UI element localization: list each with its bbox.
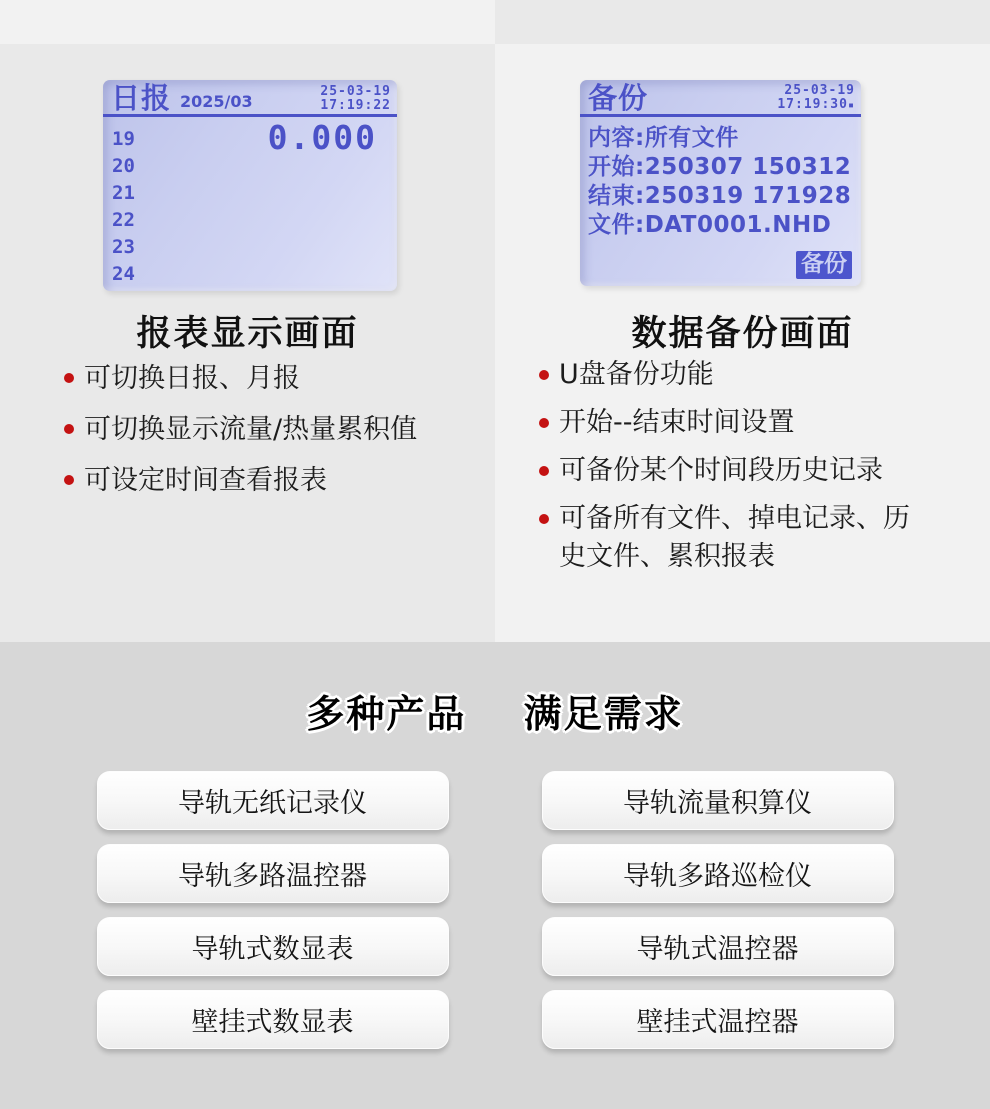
lcd-status-icon: ▪ [847,100,855,111]
product-button-grid [0,771,990,1049]
product-button-rail-digital-display-meter[interactable]: 导轨式数显表 [97,917,449,976]
lcd-backup-line: 文件:DAT0001.NHD [588,212,832,238]
feature-item [539,404,931,442]
products-title-part2: 满足需求 [523,692,684,736]
feature-text: 可切换日报、月报 [84,363,300,394]
backup-feature-list [539,356,931,586]
products-section [0,642,990,1109]
product-button-rail-temp-controller[interactable]: 导轨式温控器 [542,917,894,976]
lcd-report-row: 23 [112,236,135,258]
product-button-rail-paperless-recorder[interactable]: 导轨无纸记录仪 [97,771,449,830]
bullet-dot-icon [64,424,74,434]
lcd-report-row: 21 [112,182,135,204]
lcd-backup-time: 17:19:30▪ [777,97,855,112]
backup-panel [495,44,990,642]
lcd-screen-backup [580,80,861,286]
lcd-backup-title: 备份 [588,81,649,115]
product-button-wallmount-digital-display-meter[interactable]: 壁挂式数显表 [97,990,449,1049]
feature-text: 可切换显示流量/热量累积值 [84,414,418,445]
products-title [0,689,990,739]
lcd-backup-header [580,80,861,117]
lcd-report-clock [320,85,391,113]
lcd-report-row: 19 [112,128,135,150]
feature-text: 可设定时间查看报表 [84,465,327,496]
features-section [0,44,990,642]
feature-item [539,452,931,490]
lcd-report-header [103,80,397,117]
feature-item [64,409,417,450]
bullet-dot-icon [539,514,549,524]
bullet-dot-icon [64,475,74,485]
top-strip-right [495,0,990,44]
feature-item [64,358,417,399]
lcd-backup-date: 25-03-19 [784,83,855,98]
product-button-rail-flow-totalizer[interactable]: 导轨流量积算仪 [542,771,894,830]
lcd-backup-line: 内容:所有文件 [588,125,739,151]
lcd-backup-body [580,117,861,240]
bullet-dot-icon [64,373,74,383]
top-strip-left [0,0,495,44]
feature-text: U盘备份功能 [559,359,714,390]
lcd-report-date: 25-03-19 [320,84,391,99]
lcd-report-body [103,117,397,288]
lcd-report-period: 2025/03 [180,92,253,111]
product-button-rail-multichannel-inspection-meter[interactable]: 导轨多路巡检仪 [542,844,894,903]
lcd-report-time: 17:19:22 [320,98,391,113]
lcd-report-row: 22 [112,209,135,231]
report-caption: 报表显示画面 [136,314,359,354]
products-title-part1: 多种产品 [306,692,467,736]
lcd-report-row: 24 [112,263,135,285]
feature-item [64,460,417,501]
report-feature-list [64,358,417,511]
report-panel [0,44,495,642]
lcd-backup-line: 开始:250307 150312 [588,154,852,180]
bullet-dot-icon [539,466,549,476]
lcd-backup-clock [777,84,855,113]
lcd-screen-report [103,80,397,291]
product-button-wallmount-temp-controller[interactable]: 壁挂式温控器 [542,990,894,1049]
feature-item [539,356,931,394]
backup-caption: 数据备份画面 [631,314,854,354]
top-strip [0,0,990,44]
feature-item [539,500,931,576]
lcd-report-row: 20 [112,155,135,177]
lcd-backup-line: 结束:250319 171928 [588,183,852,209]
lcd-report-title: 日报 [111,81,172,115]
bullet-dot-icon [539,370,549,380]
product-button-rail-multichannel-temp-controller[interactable]: 导轨多路温控器 [97,844,449,903]
feature-text: 可备份某个时间段历史记录 [559,455,883,486]
bullet-dot-icon [539,418,549,428]
feature-text: 可备所有文件、掉电记录、历史文件、累积报表 [559,503,910,572]
lcd-backup-action-badge: 备份 [796,251,852,279]
feature-text: 开始--结束时间设置 [559,407,795,438]
lcd-report-value: 0.000 [267,118,377,157]
